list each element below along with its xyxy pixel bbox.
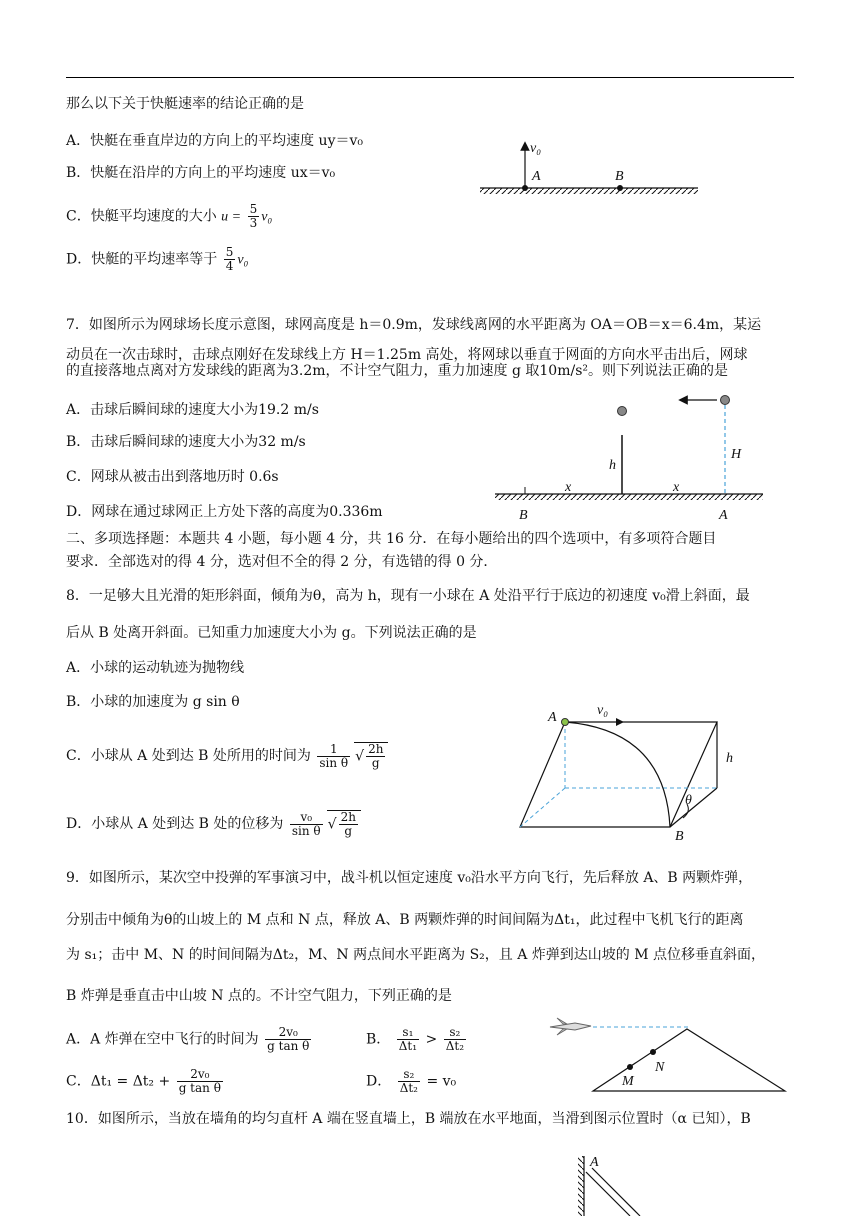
q7-option-b: B．击球后瞬间球的速度大小为32 m/s bbox=[66, 434, 306, 450]
q6-option-c: C．快艇平均速度的大小 u = $\frac{5}{3}$ v₀ bbox=[66, 202, 273, 230]
q9-stem-3: 为 s₁；击中 M、N 的时间间隔为Δt₂，M、N 两点间水平距离为 S₂，且 A 炸弹到达山坡的 M 点位移垂直斜面， bbox=[66, 947, 766, 963]
label-n: N bbox=[655, 1060, 665, 1075]
q6-option-d: D．快艇的平均速率等于 $\frac{5}{4}$ v₀ bbox=[66, 245, 249, 273]
label-a: A bbox=[719, 508, 728, 523]
q10-rod-figure bbox=[570, 1150, 680, 1216]
q9-stem-2: 分别击中倾角为θ的山坡上的 M 点和 N 点，释放 A、B 两颗炸弹的时间间隔为Δt₁，此过程中飞机飞行的距离 bbox=[66, 912, 744, 928]
q9-hill-figure bbox=[545, 1015, 795, 1095]
label-v0: v₀ bbox=[530, 141, 542, 156]
fraction: $\frac{\text{s₂}}{\text{Δt₂}}$ bbox=[399, 1067, 418, 1095]
q8-option-c: C．小球从 A 处到达 B 处所用的时间为 $\frac{1}{\text{sin θ}}$ √ $\frac{2h}{g}$ bbox=[66, 742, 388, 770]
q9-option-d: D． $\frac{\text{s₂}}{\text{Δt₂}}$ = v₀ bbox=[366, 1067, 457, 1095]
fraction: $\frac{\text{v₀}}{\text{sin θ}}$ bbox=[291, 809, 321, 838]
q8-option-b: B．小球的加速度为 g sin θ bbox=[66, 694, 240, 710]
header-rule bbox=[66, 77, 794, 78]
intro-line: 那么以下关于快艇速率的结论正确的是 bbox=[66, 96, 304, 112]
q6-option-a: A．快艇在垂直岸边的方向上的平均速度 uy＝v₀ bbox=[66, 133, 364, 149]
label-b: B bbox=[675, 829, 684, 844]
label-H: H bbox=[731, 447, 742, 462]
q6-river-bank-figure bbox=[470, 130, 710, 210]
q8-option-d: D．小球从 A 处到达 B 处的位移为 $\frac{\text{v₀}}{\text{sin θ}}$ √ $\frac{2h}{g}$ bbox=[66, 810, 361, 838]
label-a: A bbox=[548, 710, 557, 725]
label-b: B bbox=[615, 169, 624, 184]
q10-stem-1: 10．如图所示，当放在墙角的均匀直杆 A 端在竖直墙上，B 端放在水平地面，当滑到图示位置时（α 已知），B bbox=[66, 1111, 751, 1127]
fraction: $\frac{1}{\text{sin θ}}$ bbox=[319, 741, 349, 770]
sqrt: √ $\frac{2h}{g}$ bbox=[327, 810, 361, 838]
fraction: $\frac{5}{4}$ bbox=[225, 245, 234, 273]
q9-stem-4: B 炸弹是垂直击中山坡 N 点的。不计空气阻力，下列正确的是 bbox=[66, 988, 452, 1004]
label-x1: x bbox=[565, 480, 572, 495]
q8-incline-figure bbox=[515, 700, 755, 845]
q7-stem-1: 7．如图所示为网球场长度示意图，球网高度是 h＝0.9m，发球线离网的水平距离为 OA＝OB＝x＝6.4m，某运 bbox=[66, 317, 762, 333]
label-h: h bbox=[726, 751, 733, 766]
q7-option-c: C．网球从被击出到落地历时 0.6s bbox=[66, 469, 279, 485]
q7-option-d: D．网球在通过球网正上方处下落的高度为0.336m bbox=[66, 504, 383, 520]
label-theta: θ bbox=[685, 793, 692, 808]
q7-option-a: A．击球后瞬间球的速度大小为19.2 m/s bbox=[66, 402, 319, 418]
label-v0: v₀ bbox=[597, 703, 609, 718]
q7-tennis-court-figure bbox=[495, 390, 770, 525]
q9-option-c: C．Δt₁ = Δt₂ + $\frac{\text{2v₀}}{\text{g tan θ}}$ bbox=[66, 1067, 221, 1095]
q6-option-b: B．快艇在沿岸的方向上的平均速度 ux＝v₀ bbox=[66, 165, 336, 181]
label-x2: x bbox=[673, 480, 680, 495]
plane-icon bbox=[550, 1018, 591, 1035]
q9-option-a: A．A 炸弹在空中飞行的时间为 $\frac{\text{2v₀}}{\text{g tan θ}}$ bbox=[66, 1025, 310, 1053]
label-m: M bbox=[622, 1074, 634, 1089]
q9-option-b: B． $\frac{\text{s₁}}{\text{Δt₁}}$ > $\frac{\text{s₂}}{\text{Δt₂}}$ bbox=[366, 1025, 465, 1053]
label-a: A bbox=[532, 169, 541, 184]
label-h: h bbox=[609, 458, 616, 473]
q7-stem-2: 动员在一次击球时，击球点刚好在发球线上方 H＝1.25m 高处，将网球以垂直于网面的方向水平击出后，网球 bbox=[66, 347, 748, 363]
fraction: $\frac{\text{2v₀}}{\text{g tan θ}}$ bbox=[178, 1067, 221, 1095]
sqrt: √ $\frac{2h}{g}$ bbox=[354, 742, 388, 770]
label-a: A bbox=[590, 1155, 599, 1170]
fraction: $\frac{\text{s₁}}{\text{Δt₁}}$ bbox=[398, 1025, 418, 1053]
section2-line1: 二、多项选择题：本题共 4 小题，每小题 4 分，共 16 分．在每小题给出的四个选项中，有多项符合题目 bbox=[66, 531, 717, 547]
q8-stem-1: 8．一足够大且光滑的矩形斜面，倾角为θ，高为 h，现有一小球在 A 处沿平行于底边的初速度 v₀滑上斜面，最 bbox=[66, 588, 750, 604]
q8-stem-2: 后从 B 处离开斜面。已知重力加速度大小为 g。下列说法正确的是 bbox=[66, 625, 477, 641]
fraction: $\frac{5}{3}$ bbox=[249, 202, 258, 230]
q8-option-a: A．小球的运动轨迹为抛物线 bbox=[66, 660, 245, 676]
q7-stem-3: 的直接落地点离对方发球线的距离为3.2m，不计空气阻力，重力加速度 g 取10m/s²。则下列说法正确的是 bbox=[66, 363, 729, 379]
section2-line2: 要求．全部选对的得 4 分，选对但不全的得 2 分，有选错的得 0 分． bbox=[66, 554, 498, 570]
label-b: B bbox=[519, 508, 528, 523]
q9-stem-1: 9．如图所示，某次空中投弹的军事演习中，战斗机以恒定速度 v₀沿水平方向飞行，先后释放 A、B 两颗炸弹， bbox=[66, 870, 753, 886]
fraction: $\frac{\text{s₂}}{\text{Δt₂}}$ bbox=[445, 1025, 465, 1053]
fraction: $\frac{\text{2v₀}}{\text{g tan θ}}$ bbox=[267, 1025, 310, 1053]
